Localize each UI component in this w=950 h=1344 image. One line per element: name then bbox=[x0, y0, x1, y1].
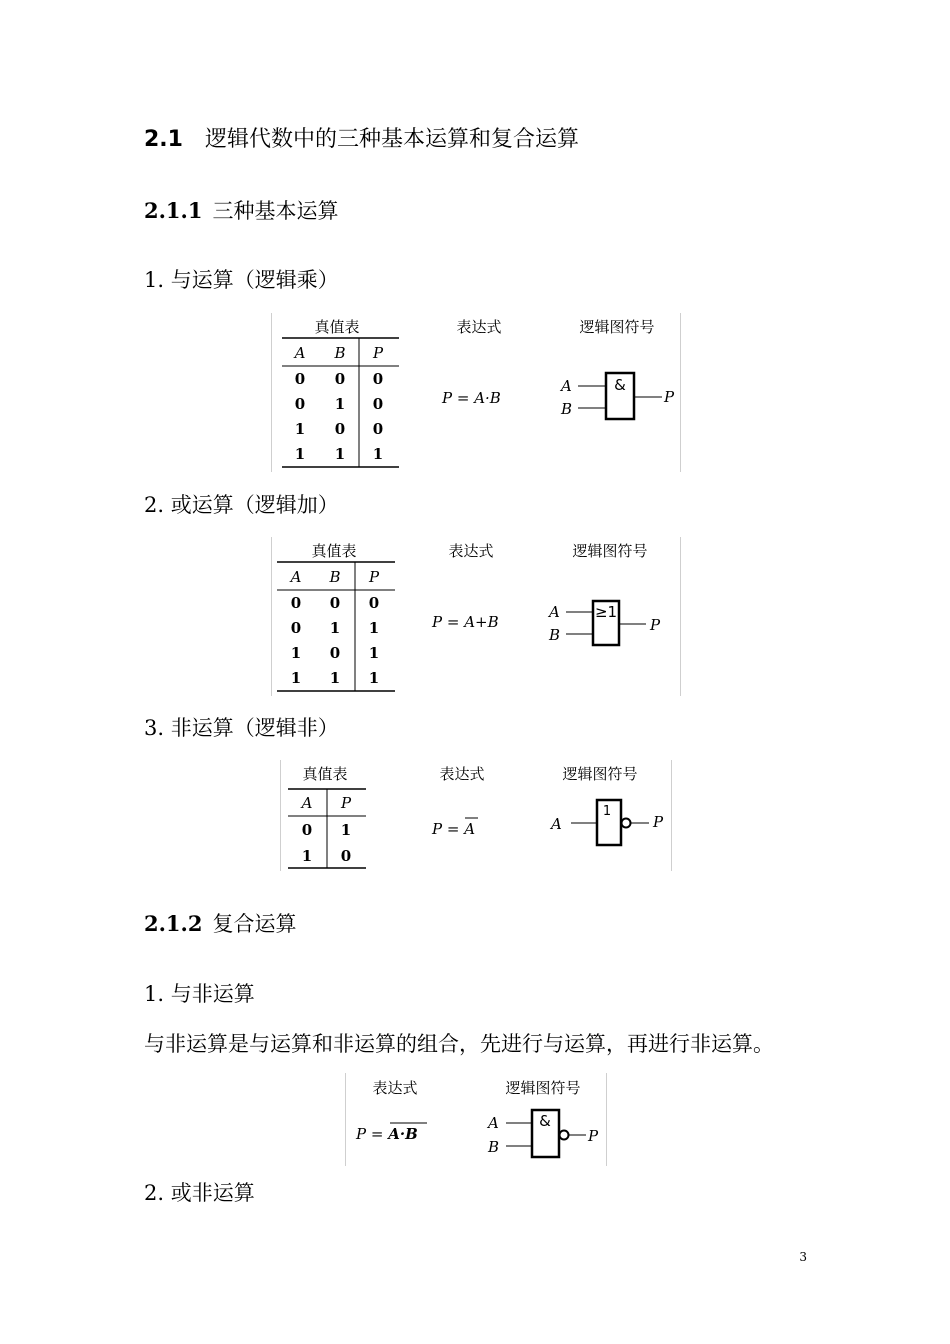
table-cell: 1 bbox=[368, 669, 380, 687]
input-b-label: B bbox=[488, 1138, 500, 1156]
table-header: A bbox=[294, 344, 306, 362]
output-label: P bbox=[653, 813, 664, 831]
page-number: 3 bbox=[799, 1250, 807, 1264]
subsection-number: 2.1.1 bbox=[144, 198, 203, 223]
section-number: 2.1 bbox=[144, 127, 183, 152]
expression: P = A·B bbox=[442, 389, 501, 407]
table-cell: 0 bbox=[294, 370, 306, 388]
input-a-label: A bbox=[488, 1114, 499, 1132]
table-cell: 0 bbox=[334, 370, 346, 388]
truth-table-title: 真值表 bbox=[314, 318, 360, 336]
nand-item-title: 1. 与非运算 bbox=[144, 982, 255, 1006]
table-header: B bbox=[334, 344, 346, 362]
subsection-number: 2.1.2 bbox=[144, 911, 203, 936]
table-header: A bbox=[290, 568, 302, 586]
section-heading bbox=[144, 122, 579, 153]
table-header: P bbox=[368, 568, 380, 586]
not-figure bbox=[280, 760, 672, 871]
and-figure bbox=[271, 313, 681, 472]
input-a-label: A bbox=[551, 815, 562, 833]
expression: P = A+B bbox=[432, 613, 499, 631]
truth-table-title: 真值表 bbox=[302, 765, 348, 783]
or-figure-svg bbox=[272, 537, 680, 696]
table-cell: 0 bbox=[372, 395, 384, 413]
section-title: 逻辑代数中的三种基本运算和复合运算 bbox=[204, 127, 579, 152]
not-gate-label: 1 bbox=[602, 804, 612, 819]
table-cell: 1 bbox=[329, 669, 341, 687]
or-gate-label: ≥1 bbox=[594, 603, 618, 621]
table-cell: 0 bbox=[290, 619, 302, 637]
output-label: P bbox=[588, 1127, 599, 1145]
inversion-bubble bbox=[560, 1131, 569, 1140]
table-cell: 0 bbox=[372, 370, 384, 388]
expression: P = A bbox=[432, 820, 476, 838]
expression-title: 表达式 bbox=[456, 318, 502, 336]
table-cell: 0 bbox=[290, 594, 302, 612]
and-figure-svg bbox=[272, 313, 680, 472]
expression-title: 表达式 bbox=[372, 1079, 418, 1097]
subsection-heading-basic bbox=[144, 195, 338, 225]
table-cell: 1 bbox=[301, 847, 313, 865]
table-cell: 1 bbox=[368, 644, 380, 662]
table-cell: 0 bbox=[372, 420, 384, 438]
subsection-title: 复合运算 bbox=[212, 912, 297, 936]
table-cell: 1 bbox=[294, 445, 306, 463]
and-item-title: 1. 与运算（逻辑乘） bbox=[144, 268, 339, 292]
nand-gate-label: & bbox=[539, 1112, 551, 1130]
nor-item-title: 2. 或非运算 bbox=[144, 1181, 255, 1205]
and-gate-label: & bbox=[614, 376, 626, 394]
table-cell: 0 bbox=[294, 395, 306, 413]
not-figure-svg bbox=[281, 760, 671, 871]
output-label: P bbox=[650, 616, 661, 634]
input-a-label: A bbox=[549, 603, 560, 621]
or-figure bbox=[271, 537, 681, 696]
not-item-title: 3. 非运算（逻辑非） bbox=[144, 716, 339, 740]
table-header: P bbox=[340, 794, 352, 812]
nand-figure bbox=[345, 1073, 607, 1166]
truth-table-title: 真值表 bbox=[311, 542, 357, 560]
table-cell: 0 bbox=[301, 821, 313, 839]
table-cell: 1 bbox=[334, 395, 346, 413]
expression-title: 表达式 bbox=[439, 765, 485, 783]
input-b-label: B bbox=[561, 400, 573, 418]
table-cell: 1 bbox=[290, 644, 302, 662]
expression-title: 表达式 bbox=[448, 542, 494, 560]
table-cell: 0 bbox=[329, 594, 341, 612]
output-label: P bbox=[664, 388, 675, 406]
symbol-title: 逻辑图符号 bbox=[505, 1079, 581, 1097]
table-cell: 1 bbox=[340, 821, 352, 839]
input-b-label: B bbox=[549, 626, 561, 644]
or-item-title: 2. 或运算（逻辑加） bbox=[144, 493, 339, 517]
expression: P = A·B bbox=[356, 1125, 418, 1143]
table-cell: 1 bbox=[372, 445, 384, 463]
subsection-title: 三种基本运算 bbox=[212, 199, 339, 223]
symbol-title: 逻辑图符号 bbox=[562, 765, 638, 783]
table-header: P bbox=[372, 344, 384, 362]
nand-description: 与非运算是与运算和非运算的组合，先进行与运算，再进行非运算。 bbox=[144, 1032, 774, 1056]
table-cell: 1 bbox=[329, 619, 341, 637]
table-cell: 0 bbox=[334, 420, 346, 438]
table-cell: 1 bbox=[290, 669, 302, 687]
nand-figure-svg bbox=[346, 1073, 606, 1166]
table-cell: 1 bbox=[334, 445, 346, 463]
table-cell: 0 bbox=[368, 594, 380, 612]
table-cell: 0 bbox=[340, 847, 352, 865]
table-cell: 1 bbox=[294, 420, 306, 438]
table-header: A bbox=[301, 794, 313, 812]
symbol-title: 逻辑图符号 bbox=[572, 542, 648, 560]
table-cell: 1 bbox=[368, 619, 380, 637]
input-a-label: A bbox=[561, 377, 572, 395]
table-cell: 0 bbox=[329, 644, 341, 662]
symbol-title: 逻辑图符号 bbox=[579, 318, 655, 336]
table-header: B bbox=[329, 568, 341, 586]
inversion-bubble bbox=[622, 819, 631, 828]
subsection-heading-compound bbox=[144, 908, 296, 938]
